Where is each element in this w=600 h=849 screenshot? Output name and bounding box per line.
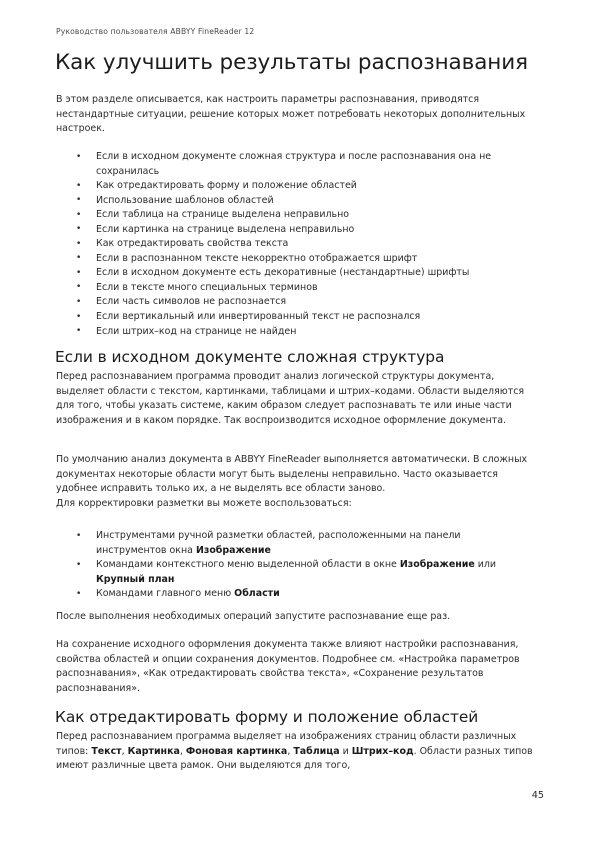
section-paragraph-auto-analysis: По умолчанию анализ документа в ABBYY FineReader выполняется автоматически. В сложных документах некоторые области могут быть выделены неправильно. Часто оказывается удобнее исправить только их, а не выделять все области заново.: [56, 454, 528, 495]
list-item[interactable]: • Если часть символов не распознается: [56, 295, 526, 310]
ui-term-areas-menu: Области: [234, 588, 280, 600]
list-item-text-middle: или: [474, 559, 497, 571]
list-item[interactable]: • Как отредактировать свойства текста: [56, 237, 526, 252]
area-type-text: Текст: [91, 745, 122, 757]
list-item-text: Командами контекстного меню выделенной области в окне: [96, 559, 400, 571]
separator: ,: [121, 745, 128, 757]
markup-tools-list: [56, 529, 526, 602]
overview-topic-list: [56, 150, 526, 339]
list-item: [56, 529, 526, 558]
page-title: Как улучшить результаты распознавания: [55, 50, 528, 75]
list-item[interactable]: • Если в исходном документе есть декоративные (нестандартные) шрифты: [56, 266, 526, 281]
list-item[interactable]: • Если картинка на странице выделена неправильно: [56, 223, 526, 238]
running-header: Руководство пользователя ABBYY FineReader 12: [56, 27, 255, 36]
area-types-intro: Перед распознаванием программа выделяет на изображениях страниц области различных типов:: [56, 731, 517, 757]
section-paragraph-cross-references: На сохранение исходного оформления документа также влияют настройки распознавания, свойства областей и опции сохранения документов. Подробнее см. «Настройка параметров распознавания», «Как отредактировать свойства текста», «Сохранение результатов распознавания».: [56, 639, 520, 694]
list-item: [56, 558, 526, 587]
list-item[interactable]: • Если вертикальный или инвертированный текст не распознался: [56, 310, 526, 325]
list-item[interactable]: • Если штрих–код на странице не найден: [56, 325, 526, 340]
section-heading-edit-areas: Как отредактировать форму и положение областей: [55, 708, 479, 726]
separator: и: [339, 745, 352, 757]
ui-term-image-window: Изображение: [195, 544, 271, 556]
list-item[interactable]: • Использование шаблонов областей: [56, 194, 526, 209]
list-item-text: Инструментами ручной разметки областей, расположенными на панели инструментов окна: [96, 530, 461, 556]
list-item-text: Командами главного меню: [96, 588, 235, 600]
separator: ,: [179, 745, 186, 757]
area-type-barcode: Штрих–код: [351, 745, 414, 757]
list-item[interactable]: • Если в распознанном тексте некорректно отображается шрифт: [56, 252, 526, 267]
list-item[interactable]: • Если таблица на странице выделена неправильно: [56, 208, 526, 223]
ui-term-zoom-window: Крупный план: [96, 573, 175, 585]
separator: ,: [287, 745, 294, 757]
intro-paragraph: В этом разделе описывается, как настроить параметры распознавания, приводятся нестандартные ситуации, решение которых может потребовать некоторых дополнительных настроек.: [56, 94, 526, 135]
list-item[interactable]: • Как отредактировать форму и положение областей: [56, 179, 526, 194]
section-paragraph-markup-intro: Для корректировки разметки вы можете воспользоваться:: [56, 498, 352, 509]
list-item[interactable]: • Если в тексте много специальных терминов: [56, 281, 526, 296]
list-item: [56, 587, 526, 602]
ui-term-image-window: Изображение: [399, 559, 475, 571]
area-types-outro: . Области разных типов имеют различные цвета рамок. Они выделяются для того,: [56, 745, 533, 772]
list-item[interactable]: • Если в исходном документе сложная структура и после распознавания она не сохранилась: [56, 150, 526, 179]
section-heading-complex-structure: Если в исходном документе сложная структура: [55, 348, 445, 366]
page-number: 45: [531, 790, 544, 801]
area-type-picture: Картинка: [127, 745, 180, 757]
area-type-background-picture: Фоновая картинка: [185, 745, 288, 757]
area-type-table: Таблица: [293, 745, 340, 757]
section-paragraph-rerun: После выполнения необходимых операций запустите распознавание еще раз.: [56, 611, 451, 622]
section-paragraph-area-types: [56, 730, 542, 774]
section-paragraph-analysis: Перед распознаванием программа проводит анализ логической структуры документа, выделяет области с текстом, картинками, таблицами и штрих–кодами. Области выделяются для того, чтобы указать системе, каким образом следует распознавать те или иные части изображения и в каком порядке. Так воспроизводится исходное оформление документа.: [56, 371, 525, 426]
